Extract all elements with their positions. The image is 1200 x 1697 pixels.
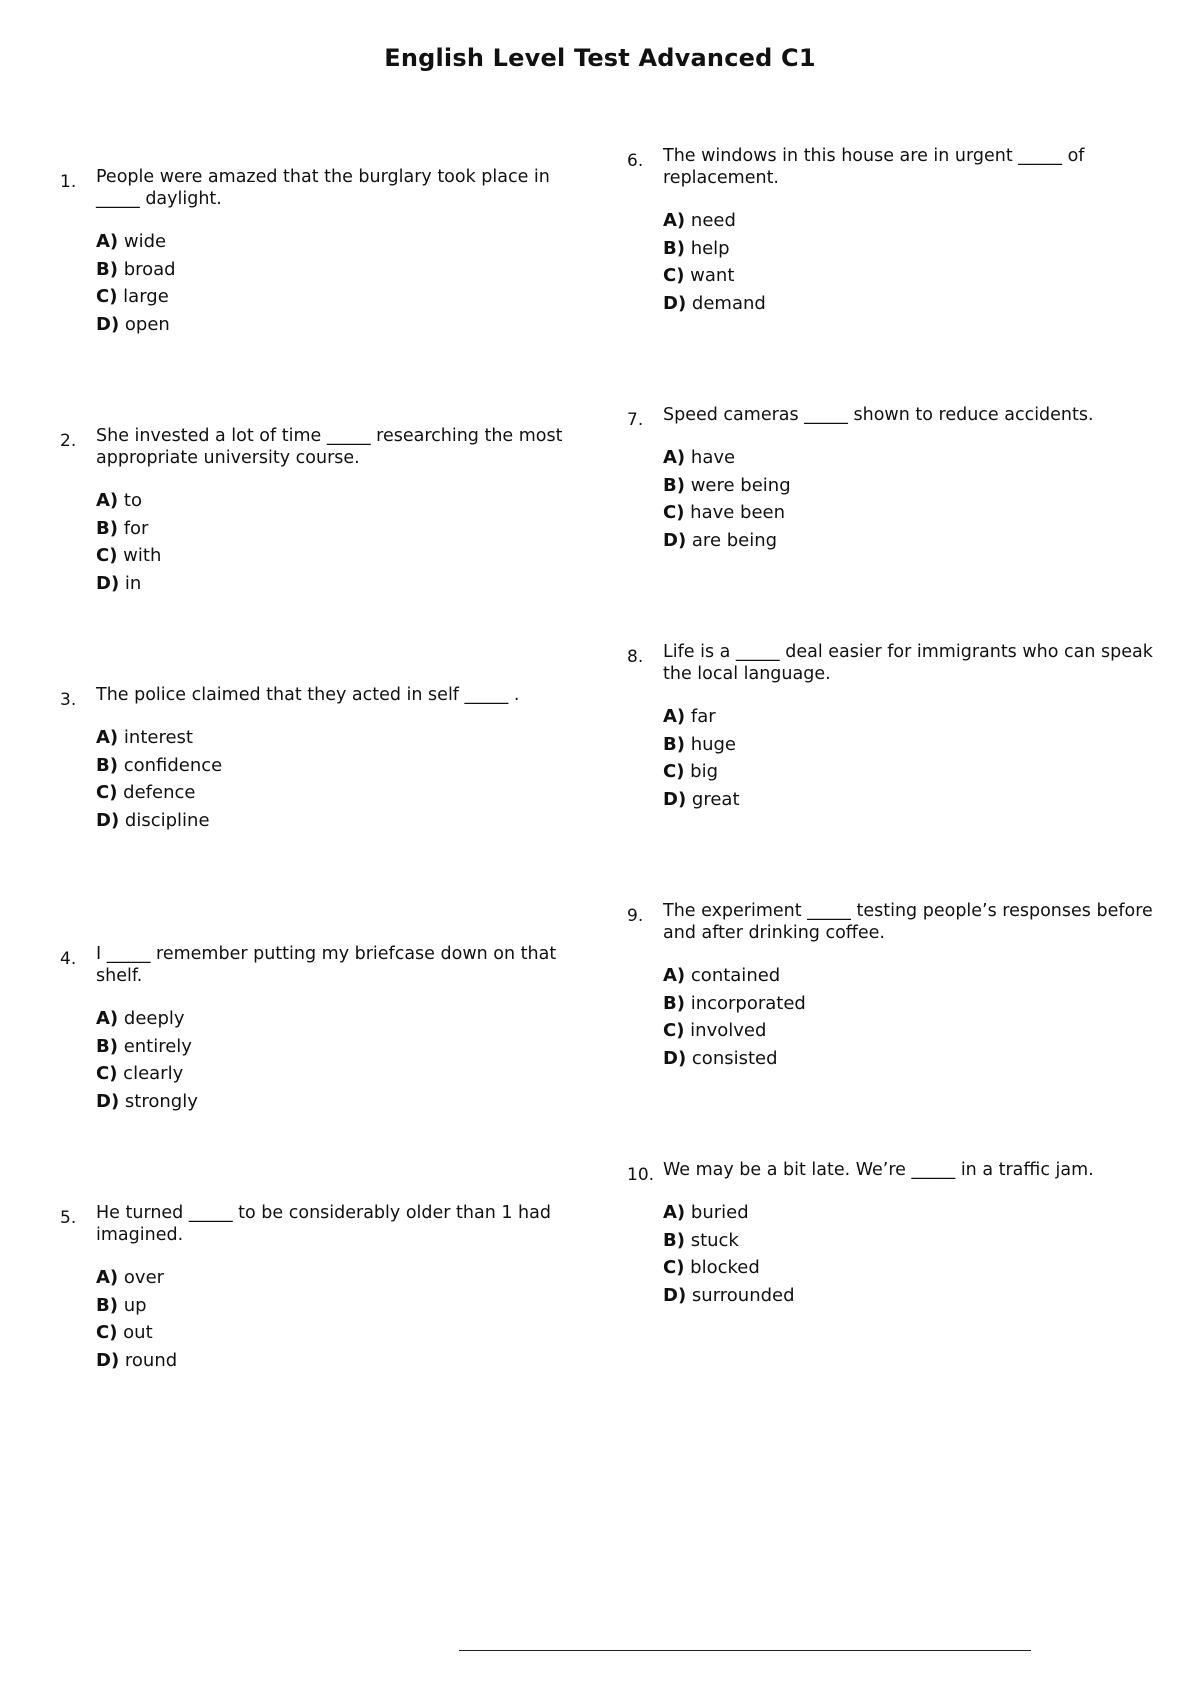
- option-b[interactable]: [663, 731, 1127, 759]
- option-a[interactable]: [96, 228, 560, 256]
- option-letter: A): [96, 231, 119, 252]
- option-letter: C): [663, 1257, 685, 1278]
- option-text: strongly: [124, 1090, 198, 1112]
- option-letter: C): [96, 782, 118, 803]
- option-a[interactable]: [663, 444, 1127, 472]
- option-c[interactable]: [96, 779, 560, 807]
- question-text: He turned _____ to be considerably older than 1 had imagined.: [96, 1203, 551, 1245]
- option-b[interactable]: [663, 472, 1127, 500]
- option-text: to: [123, 490, 142, 511]
- option-a[interactable]: [96, 1005, 560, 1033]
- question-10: [627, 1159, 1127, 1309]
- option-text: open: [124, 313, 170, 335]
- option-d[interactable]: [663, 1045, 1127, 1073]
- option-letter: D): [96, 1090, 120, 1112]
- option-text: round: [124, 1349, 178, 1371]
- option-d[interactable]: [663, 786, 1127, 814]
- option-letter: C): [96, 1063, 118, 1084]
- option-text: entirely: [123, 1035, 192, 1057]
- option-b[interactable]: [96, 1033, 560, 1061]
- option-c[interactable]: [96, 283, 560, 311]
- question-number: 2.: [60, 431, 77, 451]
- option-letter: B): [663, 733, 685, 755]
- option-letter: B): [96, 258, 118, 280]
- option-letter: B): [663, 992, 685, 1014]
- option-c[interactable]: [663, 262, 1127, 290]
- question-number: 3.: [60, 690, 77, 710]
- option-text: huge: [690, 733, 737, 755]
- option-c[interactable]: [663, 758, 1127, 786]
- option-letter: C): [96, 545, 118, 566]
- option-b[interactable]: [96, 1292, 560, 1320]
- option-text: for: [123, 517, 149, 539]
- option-text: have: [690, 447, 736, 468]
- question-1: [60, 166, 560, 338]
- question-text: We may be a bit late. We’re _____ in a traffic jam.: [663, 1160, 1094, 1180]
- option-list: [96, 1005, 560, 1115]
- question-text: People were amazed that the burglary took place in _____ daylight.: [96, 167, 550, 209]
- option-d[interactable]: [96, 311, 560, 339]
- option-letter: A): [96, 490, 119, 511]
- question-text: I _____ remember putting my briefcase down on that shelf.: [96, 944, 557, 986]
- option-text: involved: [690, 1020, 767, 1041]
- question-number: 1.: [60, 172, 77, 192]
- option-text: need: [690, 210, 736, 231]
- option-letter: B): [663, 237, 685, 259]
- option-list: [96, 487, 560, 597]
- question-text: She invested a lot of time _____ researching the most appropriate university course.: [96, 426, 563, 468]
- question-text: The windows in this house are in urgent _____ of replacement.: [663, 146, 1085, 188]
- option-text: deeply: [123, 1008, 185, 1029]
- option-text: have been: [690, 502, 786, 523]
- option-letter: A): [663, 1202, 686, 1223]
- option-letter: A): [96, 1267, 119, 1288]
- option-a[interactable]: [96, 1264, 560, 1292]
- question-number: 10.: [627, 1165, 655, 1185]
- option-letter: C): [663, 502, 685, 523]
- option-letter: D): [663, 529, 687, 551]
- option-text: contained: [690, 965, 781, 986]
- option-b[interactable]: [96, 515, 560, 543]
- question-5: [60, 1202, 560, 1374]
- option-letter: C): [663, 761, 685, 782]
- option-letter: A): [663, 706, 686, 727]
- option-text: surrounded: [691, 1284, 795, 1306]
- option-text: broad: [123, 258, 176, 280]
- option-text: want: [690, 265, 735, 286]
- option-c[interactable]: [663, 499, 1127, 527]
- option-d[interactable]: [96, 1347, 560, 1375]
- question-4: [60, 943, 560, 1115]
- option-text: interest: [123, 727, 193, 748]
- option-d[interactable]: [96, 807, 560, 835]
- option-b[interactable]: [663, 235, 1127, 263]
- question-text: The experiment _____ testing people’s responses before and after drinking coffee.: [663, 901, 1153, 943]
- option-c[interactable]: [96, 542, 560, 570]
- option-text: confidence: [123, 754, 223, 776]
- option-letter: D): [96, 572, 120, 594]
- option-d[interactable]: [96, 1088, 560, 1116]
- option-text: out: [123, 1322, 153, 1343]
- option-a[interactable]: [663, 703, 1127, 731]
- option-list: [663, 207, 1127, 317]
- option-d[interactable]: [663, 290, 1127, 318]
- option-text: wide: [123, 231, 167, 252]
- option-c[interactable]: [663, 1017, 1127, 1045]
- option-a[interactable]: [663, 962, 1127, 990]
- question-2: [60, 425, 563, 597]
- option-c[interactable]: [96, 1060, 560, 1088]
- option-list: [96, 724, 560, 834]
- option-c[interactable]: [663, 1254, 1127, 1282]
- option-letter: D): [96, 313, 120, 335]
- option-list: [96, 1264, 560, 1374]
- option-text: buried: [690, 1202, 749, 1223]
- option-text: big: [690, 761, 719, 782]
- option-letter: A): [663, 447, 686, 468]
- option-letter: B): [96, 517, 118, 539]
- option-letter: D): [663, 1047, 687, 1069]
- option-text: stuck: [690, 1229, 739, 1251]
- footer-divider: [459, 1650, 1031, 1651]
- option-b[interactable]: [663, 990, 1127, 1018]
- option-text: great: [691, 788, 740, 810]
- option-text: help: [690, 237, 730, 259]
- option-letter: B): [96, 754, 118, 776]
- option-text: defence: [123, 782, 196, 803]
- option-text: in: [124, 572, 142, 594]
- option-text: blocked: [690, 1257, 760, 1278]
- question-text: Life is a _____ deal easier for immigrants who can speak the local language.: [663, 642, 1153, 684]
- option-text: consisted: [691, 1047, 778, 1069]
- option-d[interactable]: [663, 527, 1127, 555]
- question-text: The police claimed that they acted in self _____ .: [96, 685, 520, 705]
- option-letter: D): [663, 1284, 687, 1306]
- option-letter: D): [96, 1349, 120, 1371]
- option-text: were being: [690, 474, 791, 496]
- option-text: with: [123, 545, 162, 566]
- option-letter: C): [663, 265, 685, 286]
- option-list: [663, 1199, 1127, 1309]
- option-b[interactable]: [96, 256, 560, 284]
- option-a[interactable]: [96, 724, 560, 752]
- option-text: large: [123, 286, 169, 307]
- option-letter: A): [96, 727, 119, 748]
- question-3: [60, 684, 560, 834]
- question-number: 7.: [627, 410, 644, 430]
- option-b[interactable]: [663, 1227, 1127, 1255]
- option-letter: A): [663, 210, 686, 231]
- option-a[interactable]: [96, 487, 560, 515]
- question-number: 5.: [60, 1208, 77, 1228]
- option-list: [96, 228, 560, 338]
- option-list: [663, 444, 1127, 554]
- option-d[interactable]: [663, 1282, 1127, 1310]
- option-text: are being: [691, 529, 778, 551]
- option-letter: C): [96, 1322, 118, 1343]
- question-number: 4.: [60, 949, 77, 969]
- option-list: [663, 703, 1127, 813]
- option-a[interactable]: [663, 1199, 1127, 1227]
- option-letter: B): [96, 1294, 118, 1316]
- option-a[interactable]: [663, 207, 1127, 235]
- option-letter: C): [663, 1020, 685, 1041]
- option-letter: D): [663, 788, 687, 810]
- option-text: incorporated: [690, 992, 806, 1014]
- option-text: far: [690, 706, 716, 727]
- page-title: English Level Test Advanced C1: [384, 44, 816, 72]
- option-text: over: [123, 1267, 165, 1288]
- option-c[interactable]: [96, 1319, 560, 1347]
- question-number: 9.: [627, 906, 644, 926]
- option-letter: B): [96, 1035, 118, 1057]
- option-letter: A): [96, 1008, 119, 1029]
- option-letter: B): [663, 474, 685, 496]
- question-7: [627, 404, 1127, 554]
- option-d[interactable]: [96, 570, 560, 598]
- option-letter: B): [663, 1229, 685, 1251]
- question-number: 6.: [627, 151, 644, 171]
- option-text: up: [123, 1294, 147, 1316]
- option-text: clearly: [123, 1063, 184, 1084]
- option-text: demand: [691, 292, 766, 314]
- question-number: 8.: [627, 647, 644, 667]
- question-9: [627, 900, 1153, 1072]
- option-letter: C): [96, 286, 118, 307]
- option-list: [663, 962, 1127, 1072]
- option-letter: A): [663, 965, 686, 986]
- option-b[interactable]: [96, 752, 560, 780]
- question-8: [627, 641, 1153, 813]
- question-text: Speed cameras _____ shown to reduce accidents.: [663, 405, 1094, 425]
- option-text: discipline: [124, 809, 210, 831]
- question-6: [627, 145, 1127, 317]
- option-letter: D): [96, 809, 120, 831]
- option-letter: D): [663, 292, 687, 314]
